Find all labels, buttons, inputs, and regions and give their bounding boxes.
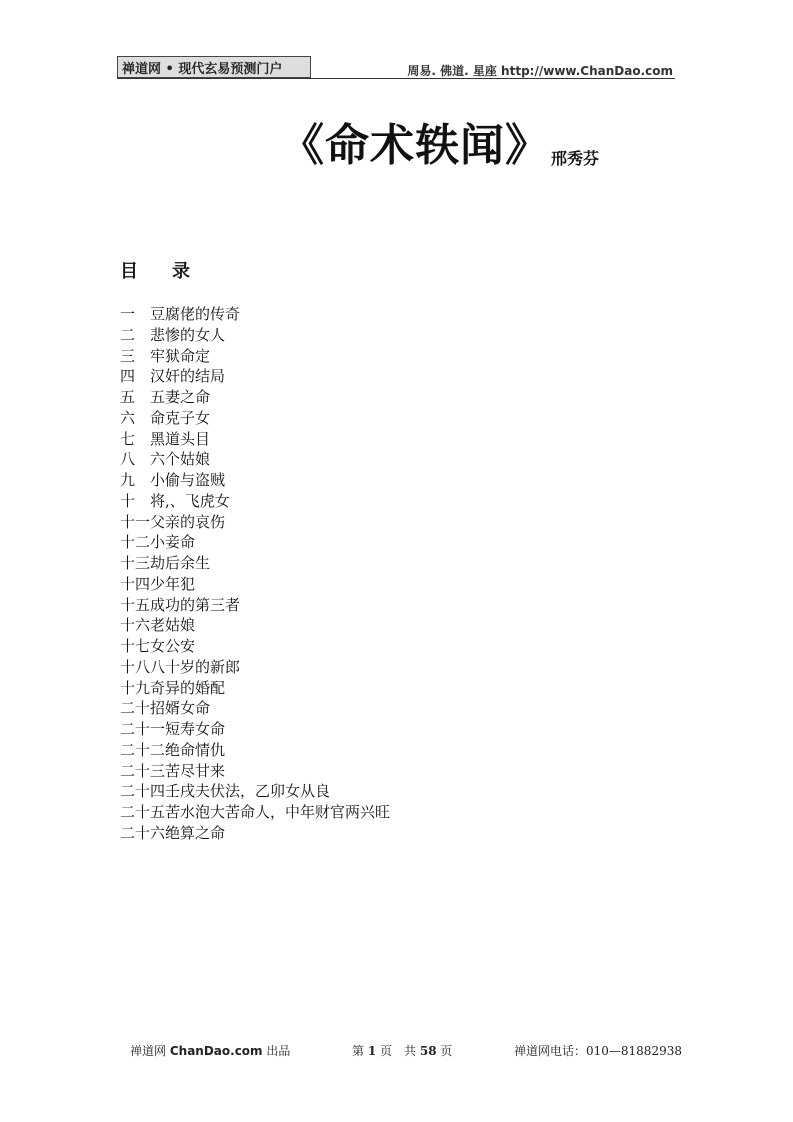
footer-publisher-suffix: 出品	[266, 1044, 291, 1058]
page-prefix: 第	[352, 1044, 365, 1058]
page-mid: 页 共	[380, 1044, 417, 1058]
toc-item: 十 将,、飞虎女	[120, 491, 230, 510]
page-title: 《命术轶闻》	[280, 120, 550, 171]
toc-item: 二十三苦尽甘来	[120, 761, 226, 780]
footer-publisher-prefix: 禅道网	[130, 1044, 167, 1058]
toc-item: 九 小偷与盗贼	[120, 471, 226, 489]
toc-item: 八 六个姑娘	[120, 450, 211, 469]
page-current: 1	[367, 1044, 377, 1058]
toc-item: 二十六绝算之命	[120, 823, 226, 842]
toc-item: 十七女公安	[120, 637, 196, 655]
toc-item: 六 命克子女	[120, 408, 211, 427]
toc-item: 二 悲惨的女人	[120, 325, 226, 344]
header-site-text: 周易. 佛道. 星座 http://www.ChanDao.com	[407, 64, 673, 78]
toc-item: 五 五妻之命	[120, 388, 211, 406]
toc-item: 二十五苦水泡大苦命人，中年财官两兴旺	[120, 803, 391, 821]
toc-item: 十三劫后余生	[120, 554, 211, 572]
toc-item: 十二小妾命	[120, 533, 196, 552]
author-name: 邢秀芬	[551, 149, 600, 168]
toc-item: 十一父亲的哀伤	[120, 512, 226, 531]
page-suffix: 页	[440, 1044, 453, 1058]
page-total: 58	[419, 1044, 437, 1058]
footer-publisher	[130, 1042, 290, 1059]
toc-item: 二十四壬戌夫伏法，乙卯女从良	[120, 782, 331, 801]
toc-item: 二十招婿女命	[120, 699, 211, 718]
toc-heading: 目录	[120, 261, 224, 282]
footer-phone: 禅道网电话：010—81882938	[514, 1044, 682, 1058]
toc-item: 四 汉奸的结局	[120, 367, 226, 386]
toc-item: 三 牢狱命定	[120, 346, 211, 365]
toc-item: 七 黑道头目	[120, 429, 211, 448]
toc-item: 十四少年犯	[120, 574, 196, 593]
footer-brand: ChanDao.com	[169, 1044, 263, 1058]
toc-item: 一 豆腐佬的传奇	[120, 305, 241, 323]
toc-item: 十六老姑娘	[120, 616, 196, 635]
toc-item: 十五成功的第三者	[120, 595, 241, 614]
toc-item: 二十二绝命情仇	[120, 740, 226, 759]
toc-item: 二十一短寿女命	[120, 720, 226, 738]
header-divider	[117, 78, 675, 79]
footer-page-number	[352, 1042, 452, 1059]
toc-item: 十九奇异的婚配	[120, 678, 226, 697]
header-banner: 禅道网 • 现代玄易预测门户	[117, 56, 311, 78]
toc-item: 十八八十岁的新郎	[120, 657, 241, 676]
toc-list	[120, 304, 390, 844]
